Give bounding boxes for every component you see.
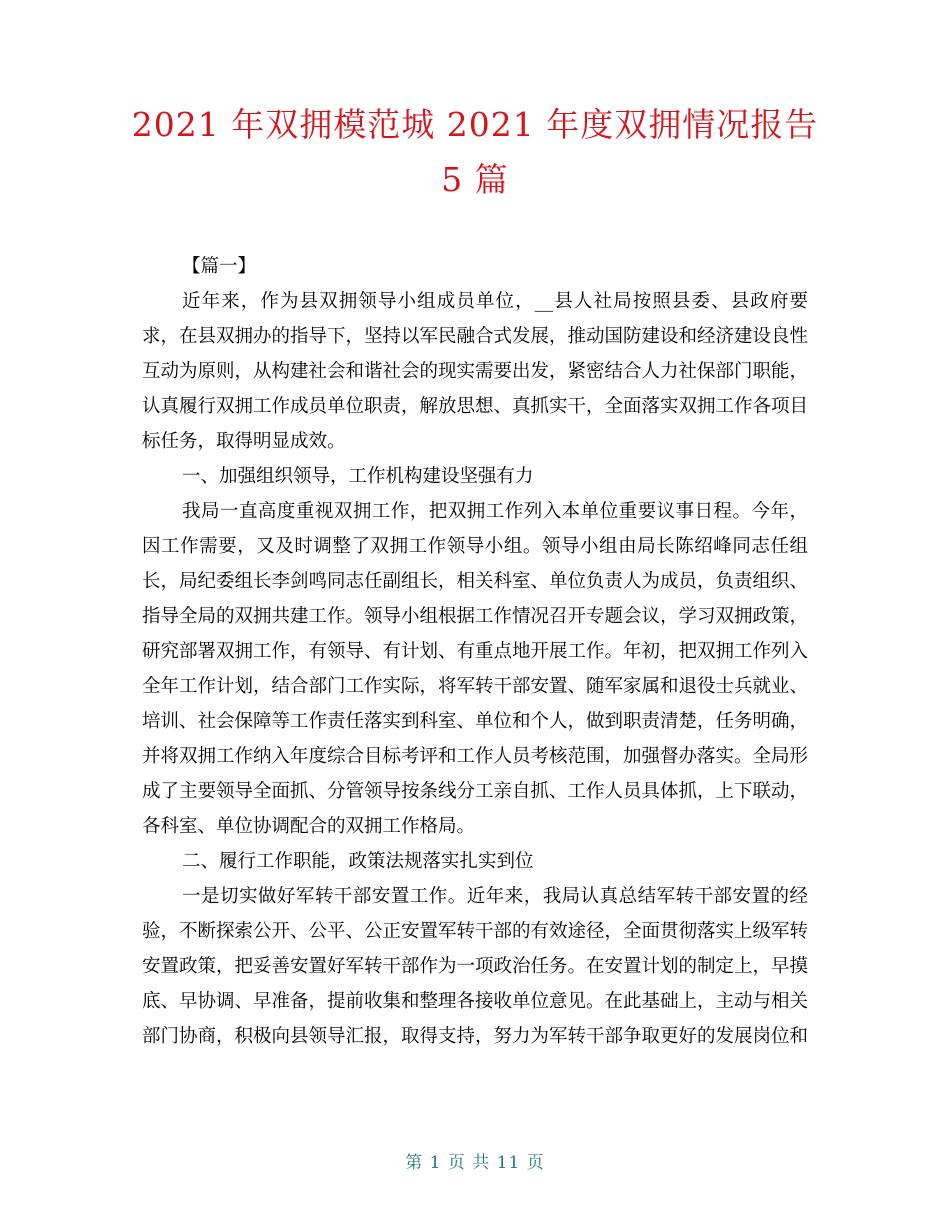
document-title-line-1: 2021 年双拥模范城 2021 年度双拥情况报告 <box>131 105 819 144</box>
paragraph-line: 各科室、单位协调配合的双拥工作格局。 <box>142 816 476 837</box>
paragraph-line: 验，不断探索公开、公平、公正安置军转干部的有效途径，全面贯彻落实上级军转 <box>142 921 809 942</box>
paragraph-line: 我局一直高度重视双拥工作，把双拥工作列入本单位重要议事日程。今年， <box>182 501 808 522</box>
paragraph-line: 研究部署双拥工作，有领导、有计划、有重点地开展工作。年初，把双拥工作列入 <box>142 641 809 662</box>
paragraph-line: 指导全局的双拥共建工作。领导小组根据工作情况召开专题会议，学习双拥政策， <box>142 606 809 627</box>
document-title-line-2: 5 篇 <box>441 160 509 199</box>
paragraph-line: 培训、社会保障等工作责任落实到科室、单位和个人，做到职责清楚，任务明确， <box>142 711 809 732</box>
paragraph-line: 因工作需要，又及时调整了双拥工作领导小组。领导小组由局长陈绍峰同志任组 <box>142 536 808 557</box>
paragraph-line: 求，在县双拥办的指导下，坚持以军民融合式发展，推动国防建设和经济建设良性 <box>142 326 809 347</box>
paragraph-line: 并将双拥工作纳入年度综合目标考评和工作人员考核范围，加强督办落实。全局形 <box>142 746 809 767</box>
paragraph-line: 部门协商，积极向县领导汇报，取得支持，努力为军转干部争取更好的发展岗位和 <box>142 1026 809 1047</box>
section-label: 【篇一】 <box>182 256 257 277</box>
paragraph-line: 互动为原则，从构建社会和谐社会的现实需要出发，紧密结合人力社保部门职能， <box>142 361 809 382</box>
paragraph-line: 成了主要领导全面抓、分管领导按条线分工亲自抓、工作人员具体抓，上下联动， <box>142 781 809 802</box>
page-number: 第 1 页 共 11 页 <box>405 1153 545 1173</box>
paragraph-line: 安置政策，把妥善安置好军转干部作为一项政治任务。在安置计划的制定上，早摸 <box>142 956 809 977</box>
paragraph-line: 底、早协调、早准备，提前收集和整理各接收单位意见。在此基础上，主动与相关 <box>142 991 809 1012</box>
paragraph-line: 认真履行双拥工作成员单位职责，解放思想、真抓实干，全面落实双拥工作各项目 <box>142 396 809 417</box>
section-heading: 二、履行工作职能，政策法规落实扎实到位 <box>182 851 534 872</box>
paragraph-line: 标任务，取得明显成效。 <box>142 431 346 452</box>
paragraph-line: 全年工作计划，结合部门工作实际，将军转干部安置、随军家属和退役士兵就业、 <box>142 676 809 697</box>
section-heading: 一、加强组织领导，工作机构建设坚强有力 <box>182 466 534 487</box>
paragraph-line: 一是切实做好军转干部安置工作。近年来，我局认真总结军转干部安置的经 <box>182 886 808 907</box>
paragraph-line: 近年来，作为县双拥领导小组成员单位，__县人社局按照县委、县政府要 <box>182 291 808 312</box>
paragraph-line: 长，局纪委组长李剑鸣同志任副组长，相关科室、单位负责人为成员，负责组织、 <box>142 571 809 592</box>
